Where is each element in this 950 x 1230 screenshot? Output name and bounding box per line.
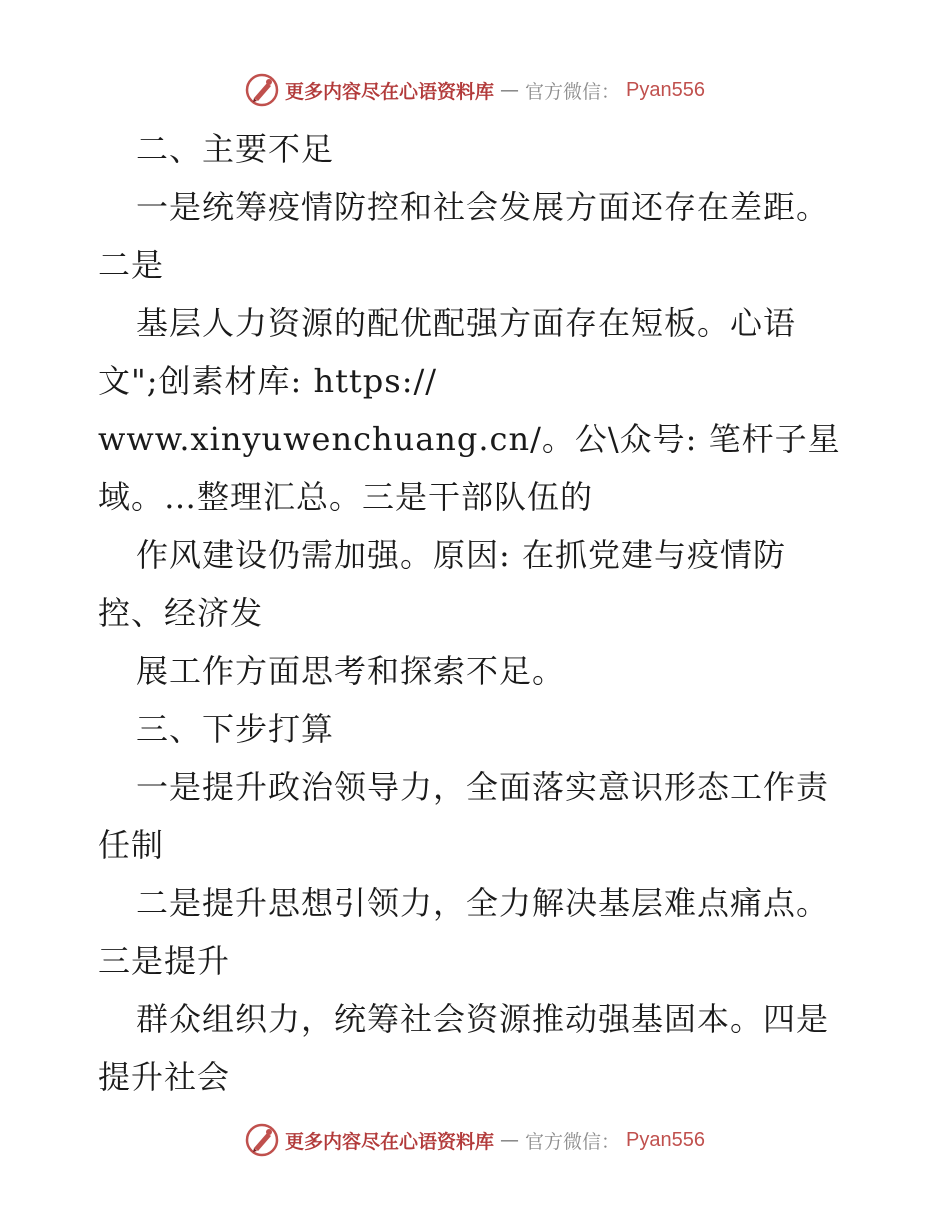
text-line: 一是统筹疫情防控和社会发展方面还存在差距。 xyxy=(136,188,830,226)
text-line: 三是提升 xyxy=(98,942,231,980)
pen-logo-icon xyxy=(245,73,279,107)
text-line: 二是 xyxy=(98,246,165,284)
banner-wechat-id: Pyan556 xyxy=(626,78,705,101)
text-line: 文";创素材库: https:// xyxy=(98,362,438,400)
text-line: www.xinyuwenchuang.cn/。公\众号: 笔杆子星 xyxy=(98,420,841,458)
banner-wechat-id: Pyan556 xyxy=(626,1128,705,1151)
banner-dash: — xyxy=(500,79,520,101)
text-line: 群众组织力，统筹社会资源推动强基固本。四是 xyxy=(136,1000,830,1038)
section-heading: 二、主要不足 xyxy=(136,130,335,168)
banner-text: 更多内容尽在心语资料库 xyxy=(285,1130,495,1153)
pen-logo-icon xyxy=(245,1123,279,1157)
footer-banner xyxy=(0,1120,950,1160)
text-line: 二是提升思想引领力，全力解决基层难点痛点。 xyxy=(136,884,830,922)
text-line: 域。…整理汇总。三是干部队伍的 xyxy=(98,478,594,516)
text-line: 展工作方面思考和探索不足。 xyxy=(136,652,566,690)
section-heading: 三、下步打算 xyxy=(136,710,335,748)
text-line: 基层人力资源的配优配强方面存在短板。心语 xyxy=(136,304,797,342)
text-line: 一是提升政治领导力，全面落实意识形态工作责 xyxy=(136,768,830,806)
banner-dash: — xyxy=(500,1129,520,1151)
document-body xyxy=(98,120,868,1106)
text-line: 作风建设仍需加强。原因: 在抓党建与疫情防 xyxy=(136,536,786,574)
text-line: 任制 xyxy=(98,826,165,864)
banner-text: 更多内容尽在心语资料库 xyxy=(285,80,495,103)
text-line: 提升社会 xyxy=(98,1058,231,1096)
banner-wechat-label: 官方微信： xyxy=(525,80,621,103)
banner-wechat-label: 官方微信： xyxy=(525,1130,621,1153)
header-banner xyxy=(0,70,950,110)
text-line: 控、经济发 xyxy=(98,594,264,632)
